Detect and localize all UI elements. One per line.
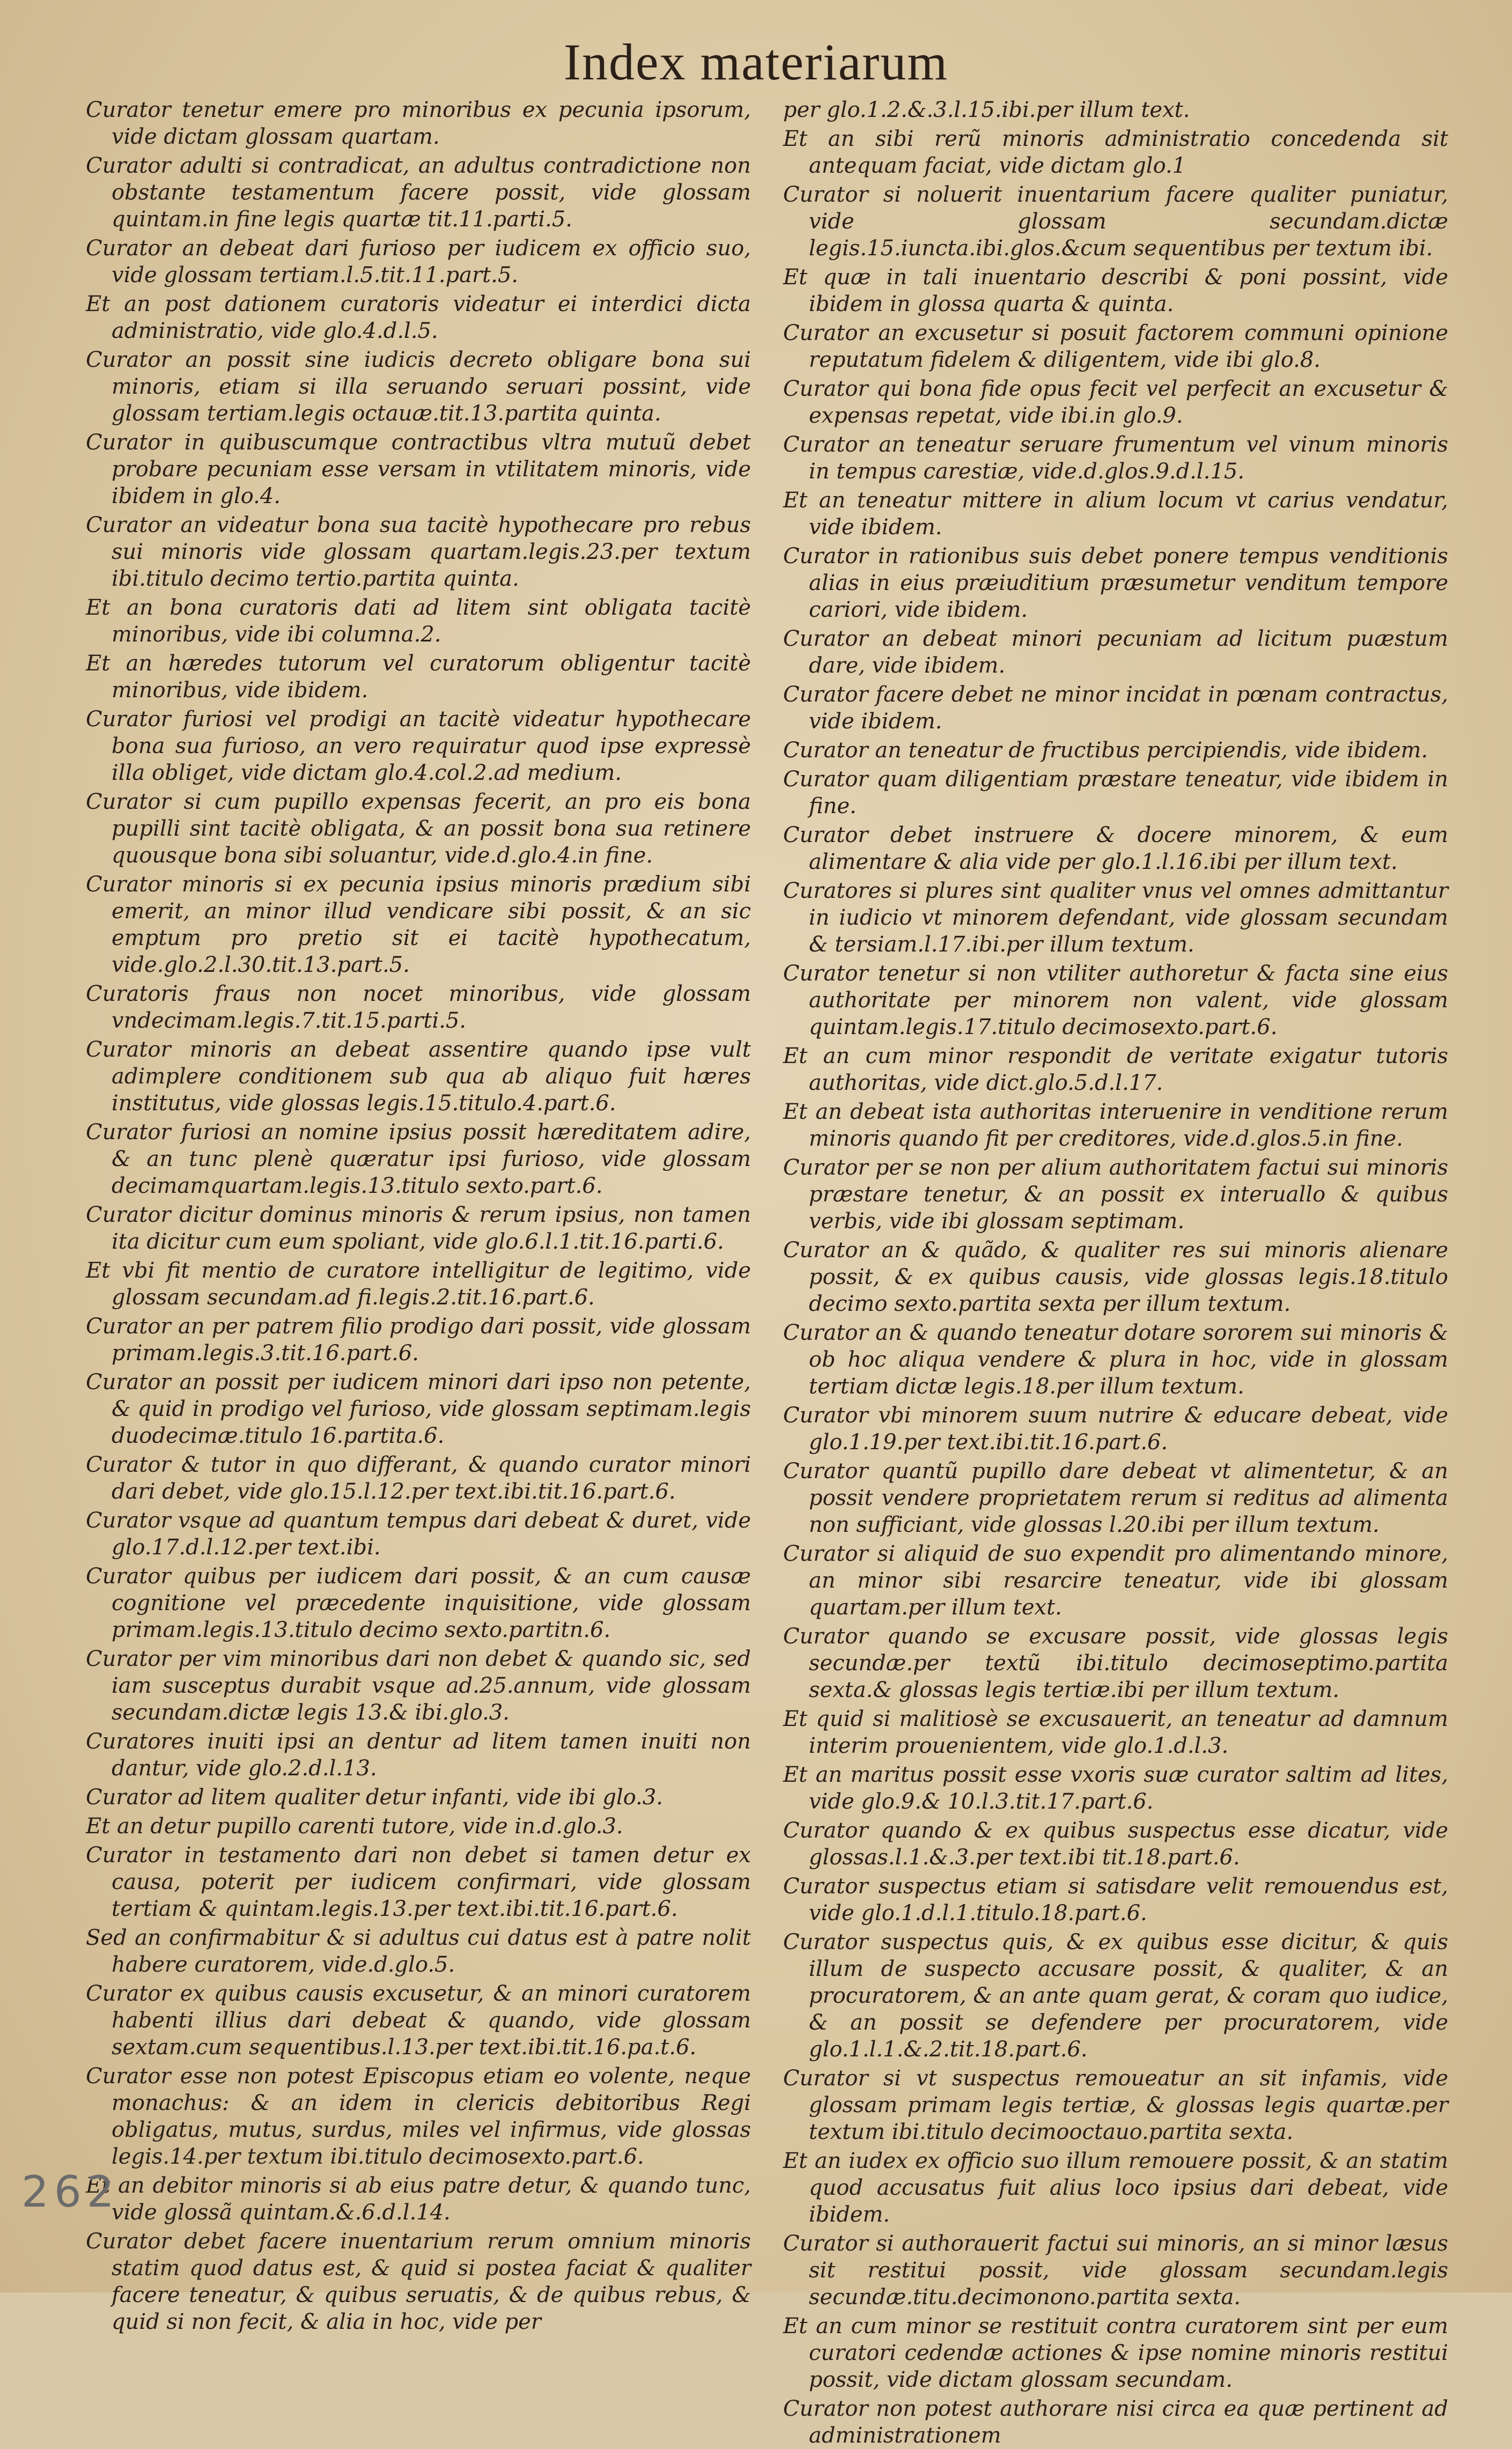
index-entry: Curator in testamento dari non debet si tamen detur ex causa, poterit per iudicem confirmari, vide glossam tertiam & quintam.legis.13.per text.ibi.tit.16.part.6.	[86, 1843, 751, 1921]
index-entry: Et an debeat ista authoritas interuenire in venditione rerum minoris quando fit per creditores, vide.d.glos.5.in fine.	[783, 1100, 1448, 1151]
index-entry: Curator an debeat minori pecuniam ad licitum puæstum dare, vide ibidem.	[783, 626, 1448, 678]
index-entry: Curator debet facere inuentarium rerum omnium minoris statim quod datus est, & quid si postea faciat & qualiter facere teneatur, & quibus seruatis, & de quibus rebus, & quid si non fecit, & alia in hoc, vide per	[86, 2229, 751, 2334]
index-entry: per glo.1.2.&.3.l.15.ibi.per illum text.	[783, 98, 1190, 122]
page-title: Index materiarum	[563, 33, 949, 91]
index-entry: Curator vbi minorem suum nutrire & educare debeat, vide glo.1.19.per text.ibi.tit.16.part.6.	[783, 1403, 1448, 1455]
index-entry: Et an maritus possit esse vxoris suæ curator saltim ad lites, vide glo.9.& 10.l.3.tit.17.part.6.	[783, 1762, 1448, 1814]
index-entry: Curator an teneatur seruare frumentum vel vinum minoris in tempus carestiæ, vide.d.glos.9.d.l.15.	[783, 432, 1448, 484]
index-entry: Curator esse non potest Episcopus etiam eo volente, neque monachus: & an idem in clericis debitoribus Regi obligatus, mutus, surdus, miles vel infirmus, vide glossas legis.14.per textum ibi.titulo decimosexto.part.6.	[86, 2064, 751, 2169]
index-entry: Curator debet instruere & docere minorem, & eum alimentare & alia vide per glo.1.l.16.ibi per illum text.	[783, 823, 1448, 874]
index-entry: Curator quam diligentiam præstare teneatur, vide ibidem in fine.	[783, 767, 1448, 818]
index-entry: Et an detur pupillo carenti tutore, vide in.d.glo.3.	[86, 1814, 623, 1839]
index-entry: Et an bona curatoris dati ad litem sint obligata tacitè minoribus, vide ibi columna.2.	[86, 595, 751, 647]
index-entry: Sed an confirmabitur & si adultus cui datus est à patre nolit habere curatorem, vide.d.glo.5.	[86, 1926, 751, 1977]
index-entry: Curator qui bona fide opus fecit vel perfecit an excusetur & expensas repetat, vide ibi.in glo.9.	[783, 377, 1448, 428]
right-column	[783, 97, 1448, 2448]
index-entry: Curator tenetur emere pro minoribus ex pecunia ipsorum, vide dictam glossam quartam.	[86, 98, 751, 149]
index-entry: Curatoris fraus non nocet minoribus, vide glossam vndecimam.legis.7.tit.15.parti.5.	[86, 982, 751, 1033]
index-entry: Curator minoris si ex pecunia ipsius minoris prædium sibi emerit, an minor illud vendicare sibi possit, & an sic emptum pro pretio sit ei tacitè hypothecatum, vide.glo.2.l.30.tit.13.part.5.	[86, 872, 751, 977]
index-entry: Curator adulti si contradicat, an adultus contradictione non obstante testamentum facere possit, vide glossam quintam.in fine legis quartæ tit.11.parti.5.	[86, 153, 751, 232]
index-entry: Et an cum minor respondit de veritate exigatur tutoris authoritas, vide dict.glo.5.d.l.17.	[783, 1044, 1448, 1095]
index-entry: Curator per vim minoribus dari non debet & quando sic, sed iam susceptus durabit vsque ad.25.annum, vide glossam secundam.dictæ legis 13.& ibi.glo.3.	[86, 1647, 751, 1725]
index-entry: Curator an teneatur de fructibus percipiendis, vide ibidem.	[783, 738, 1428, 763]
index-entry: Curator dicitur dominus minoris & rerum ipsius, non tamen ita dicitur cum eum spoliant, vide glo.6.l.1.tit.16.parti.6.	[86, 1203, 751, 1254]
index-entry: Curator ad litem qualiter detur infanti, vide ibi glo.3.	[86, 1785, 663, 1810]
index-entry: Et an hæredes tutorum vel curatorum obligentur tacitè minoribus, vide ibidem.	[86, 651, 751, 703]
index-entry: Curator suspectus quis, & ex quibus esse dicitur, & quis illum de suspecto accusare possit, & qualiter, & an procuratorem, & an ante quam gerat, & coram quo iudice, & an possit se defendere per procuratorem, vide glo.1.l.1.&.2.tit.18.part.6.	[783, 1930, 1448, 2062]
index-entry: Curator suspectus etiam si satisdare velit remouendus est, vide glo.1.d.l.1.titulo.18.part.6.	[783, 1874, 1448, 1926]
index-entry: Curator an possit sine iudicis decreto obligare bona sui minoris, etiam si illa seruando seruari possint, vide glossam tertiam.legis octauæ.tit.13.partita quinta.	[86, 348, 751, 426]
index-entry: Curator quantũ pupillo dare debeat vt alimentetur, & an possit vendere proprietatem rerum si reditus ad alimenta non sufficiant, vide glossas l.20.ibi per illum textum.	[783, 1459, 1448, 1537]
index-entry: Curator in rationibus suis debet ponere tempus venditionis alias in eius præiuditium præsumetur venditum tempore cariori, vide ibidem.	[783, 544, 1448, 622]
index-entry: Curator si noluerit inuentarium facere qualiter puniatur, vide glossam secundam.dictæ legis.15.iuncta.ibi.glos.&cum sequentibus per textum ibi.	[783, 182, 1448, 261]
index-entry: Et an post dationem curatoris videatur ei interdici dicta administratio, vide glo.4.d.l.5.	[86, 292, 751, 343]
index-entry: Curator quando se excusare possit, vide glossas legis secundæ.per textũ ibi.titulo decimoseptimo.partita sexta.& glossas legis tertiæ.ibi per illum textum.	[783, 1624, 1448, 1702]
index-entry: Et an teneatur mittere in alium locum vt carius vendatur, vide ibidem.	[783, 488, 1448, 540]
index-entry: Curator an possit per iudicem minori dari ipso non petente, & quid in prodigo vel furioso, vide glossam septimam.legis duodecimæ.titulo 16.partita.6.	[86, 1370, 751, 1448]
index-entry: Curator an debeat dari furioso per iudicem ex officio suo, vide glossam tertiam.l.5.tit.11.part.5.	[86, 236, 751, 287]
index-entry: Curatores inuiti ipsi an dentur ad litem tamen inuiti non dantur, vide glo.2.d.l.13.	[86, 1729, 751, 1781]
index-entry: Curator an & quando teneatur dotare sororem sui minoris & ob hoc aliqua vendere & plura in hoc, vide in glossam tertiam dictæ legis.18.per illum textum.	[783, 1321, 1448, 1399]
index-entry: Curator si vt suspectus remoueatur an sit infamis, vide glossam primam legis tertiæ, & glossas legis quartæ.per textum ibi.titulo decimooctauo.partita sexta.	[783, 2066, 1448, 2144]
index-entry: Curator an excusetur si posuit factorem communi opinione reputatum fidelem & diligentem, vide ibi glo.8.	[783, 321, 1448, 372]
index-entry: Curator minoris an debeat assentire quando ipse vult adimplere conditionem sub qua ab aliquo fuit hæres institutus, vide glossas legis.15.titulo.4.part.6.	[86, 1037, 751, 1116]
index-entry: Curator ex quibus causis excusetur, & an minori curatorem habenti illius dari debeat & quando, vide glossam sextam.cum sequentibus.l.13.per text.ibi.tit.16.pa.t.6.	[86, 1981, 751, 2060]
index-entry: Curator furiosi vel prodigi an tacitè videatur hypothecare bona sua furioso, an vero requiratur quod ipse expressè illa obliget, vide dictam glo.4.col.2.ad medium.	[86, 707, 751, 785]
index-entry: Et quæ in tali inuentario describi & poni possint, vide ibidem in glossa quarta & quinta.	[783, 265, 1448, 316]
index-entry: Curator quando & ex quibus suspectus esse dicatur, vide glossas.l.1.&.3.per text.ibi tit.18.part.6.	[783, 1818, 1448, 1870]
folio-number: 262	[21, 2167, 120, 2217]
index-entry: Curator furiosi an nomine ipsius possit hæreditatem adire, & an tunc plenè quæratur ipsi furioso, vide glossam decimamquartam.legis.13.titulo sexto.part.6.	[86, 1120, 751, 1198]
index-entry: Curator vsque ad quantum tempus dari debeat & duret, vide glo.17.d.l.12.per text.ibi.	[86, 1508, 751, 1560]
index-entry: Curator an per patrem filio prodigo dari possit, vide glossam primam.legis.3.tit.16.part.6.	[86, 1314, 751, 1366]
index-entry: Curator si authorauerit factui sui minoris, an si minor læsus sit restitui possit, vide glossam secundam.legis secundæ.titu.decimonono.partita sexta.	[783, 2231, 1448, 2310]
index-entry: Curator per se non per alium authoritatem factui sui minoris præstare tenetur, & an possit ex interuallo & quibus verbis, vide ibi glossam septimam.	[783, 1155, 1448, 1234]
left-column	[86, 97, 751, 2334]
index-entry: Curator in quibuscumque contractibus vltra mutuũ debet probare pecuniam esse versam in vtilitatem minoris, vide ibidem in glo.4.	[86, 430, 751, 508]
index-entry: Et quid si malitiosè se excusauerit, an teneatur ad damnum interim prouenientem, vide glo.1.d.l.3.	[783, 1707, 1448, 1758]
index-entry: Curator si aliquid de suo expendit pro alimentando minore, an minor sibi resarcire teneatur, vide ibi glossam quartam.per illum text.	[783, 1541, 1448, 1620]
index-entry: Curator & tutor in quo differant, & quando curator minori dari debet, vide glo.15.l.12.per text.ibi.tit.16.part.6.	[86, 1452, 751, 1504]
index-entry: Curator tenetur si non vtiliter authoretur & facta sine eius authoritate per minorem non valent, vide glossam quintam.legis.17.titulo decimosexto.part.6.	[783, 961, 1448, 1039]
index-entry: Curator facere debet ne minor incidat in pœnam contractus, vide ibidem.	[783, 682, 1448, 734]
index-entry: Curator si cum pupillo expensas fecerit, an pro eis bona pupilli sint tacitè obligata, & an possit bona sua retinere quousque bona sibi soluantur, vide.d.glo.4.in fine.	[86, 790, 751, 868]
index-entry: Et an iudex ex officio suo illum remouere possit, & an statim quod accusatus fuit alius loco ipsius dari debeat, vide ibidem.	[783, 2149, 1448, 2227]
index-entry: Et an sibi rerũ minoris administratio concedenda sit antequam faciat, vide dictam glo.1	[783, 127, 1448, 178]
index-entry: Curatores si plures sint qualiter vnus vel omnes admittantur in iudicio vt minorem defendant, vide glossam secundam & tersiam.l.17.ibi.per illum textum.	[783, 879, 1448, 957]
index-entry: Et an debitor minoris si ab eius patre detur, & quando tunc, vide glossã quintam.&.6.d.l.14.	[86, 2173, 751, 2225]
index-entry: Et vbi fit mentio de curatore intelligitur de legitimo, vide glossam secundam.ad fi.legis.2.tit.16.part.6.	[86, 1258, 751, 1310]
index-entry: Curator quibus per iudicem dari possit, & an cum causæ cognitione vel præcedente inquisitione, vide glossam primam.legis.13.titulo decimo sexto.partitn.6.	[86, 1564, 751, 1642]
index-entry: Curator an & quãdo, & qualiter res sui minoris alienare possit, & ex quibus causis, vide glossas legis.18.titulo decimo sexto.partita sexta per illum textum.	[783, 1238, 1448, 1316]
index-entry: Et an cum minor se restituit contra curatorem sint per eum curatori cedendæ actiones & ipse nomine minoris restitui possit, vide dictam glossam secundam.	[783, 2314, 1448, 2392]
index-entry: Curator an videatur bona sua tacitè hypothecare pro rebus sui minoris vide glossam quartam.legis.23.per textum ibi.titulo decimo tertio.partita quinta.	[86, 513, 751, 591]
index-entry: Curator non potest authorare nisi circa ea quæ pertinent ad administrationem	[783, 2396, 1448, 2448]
